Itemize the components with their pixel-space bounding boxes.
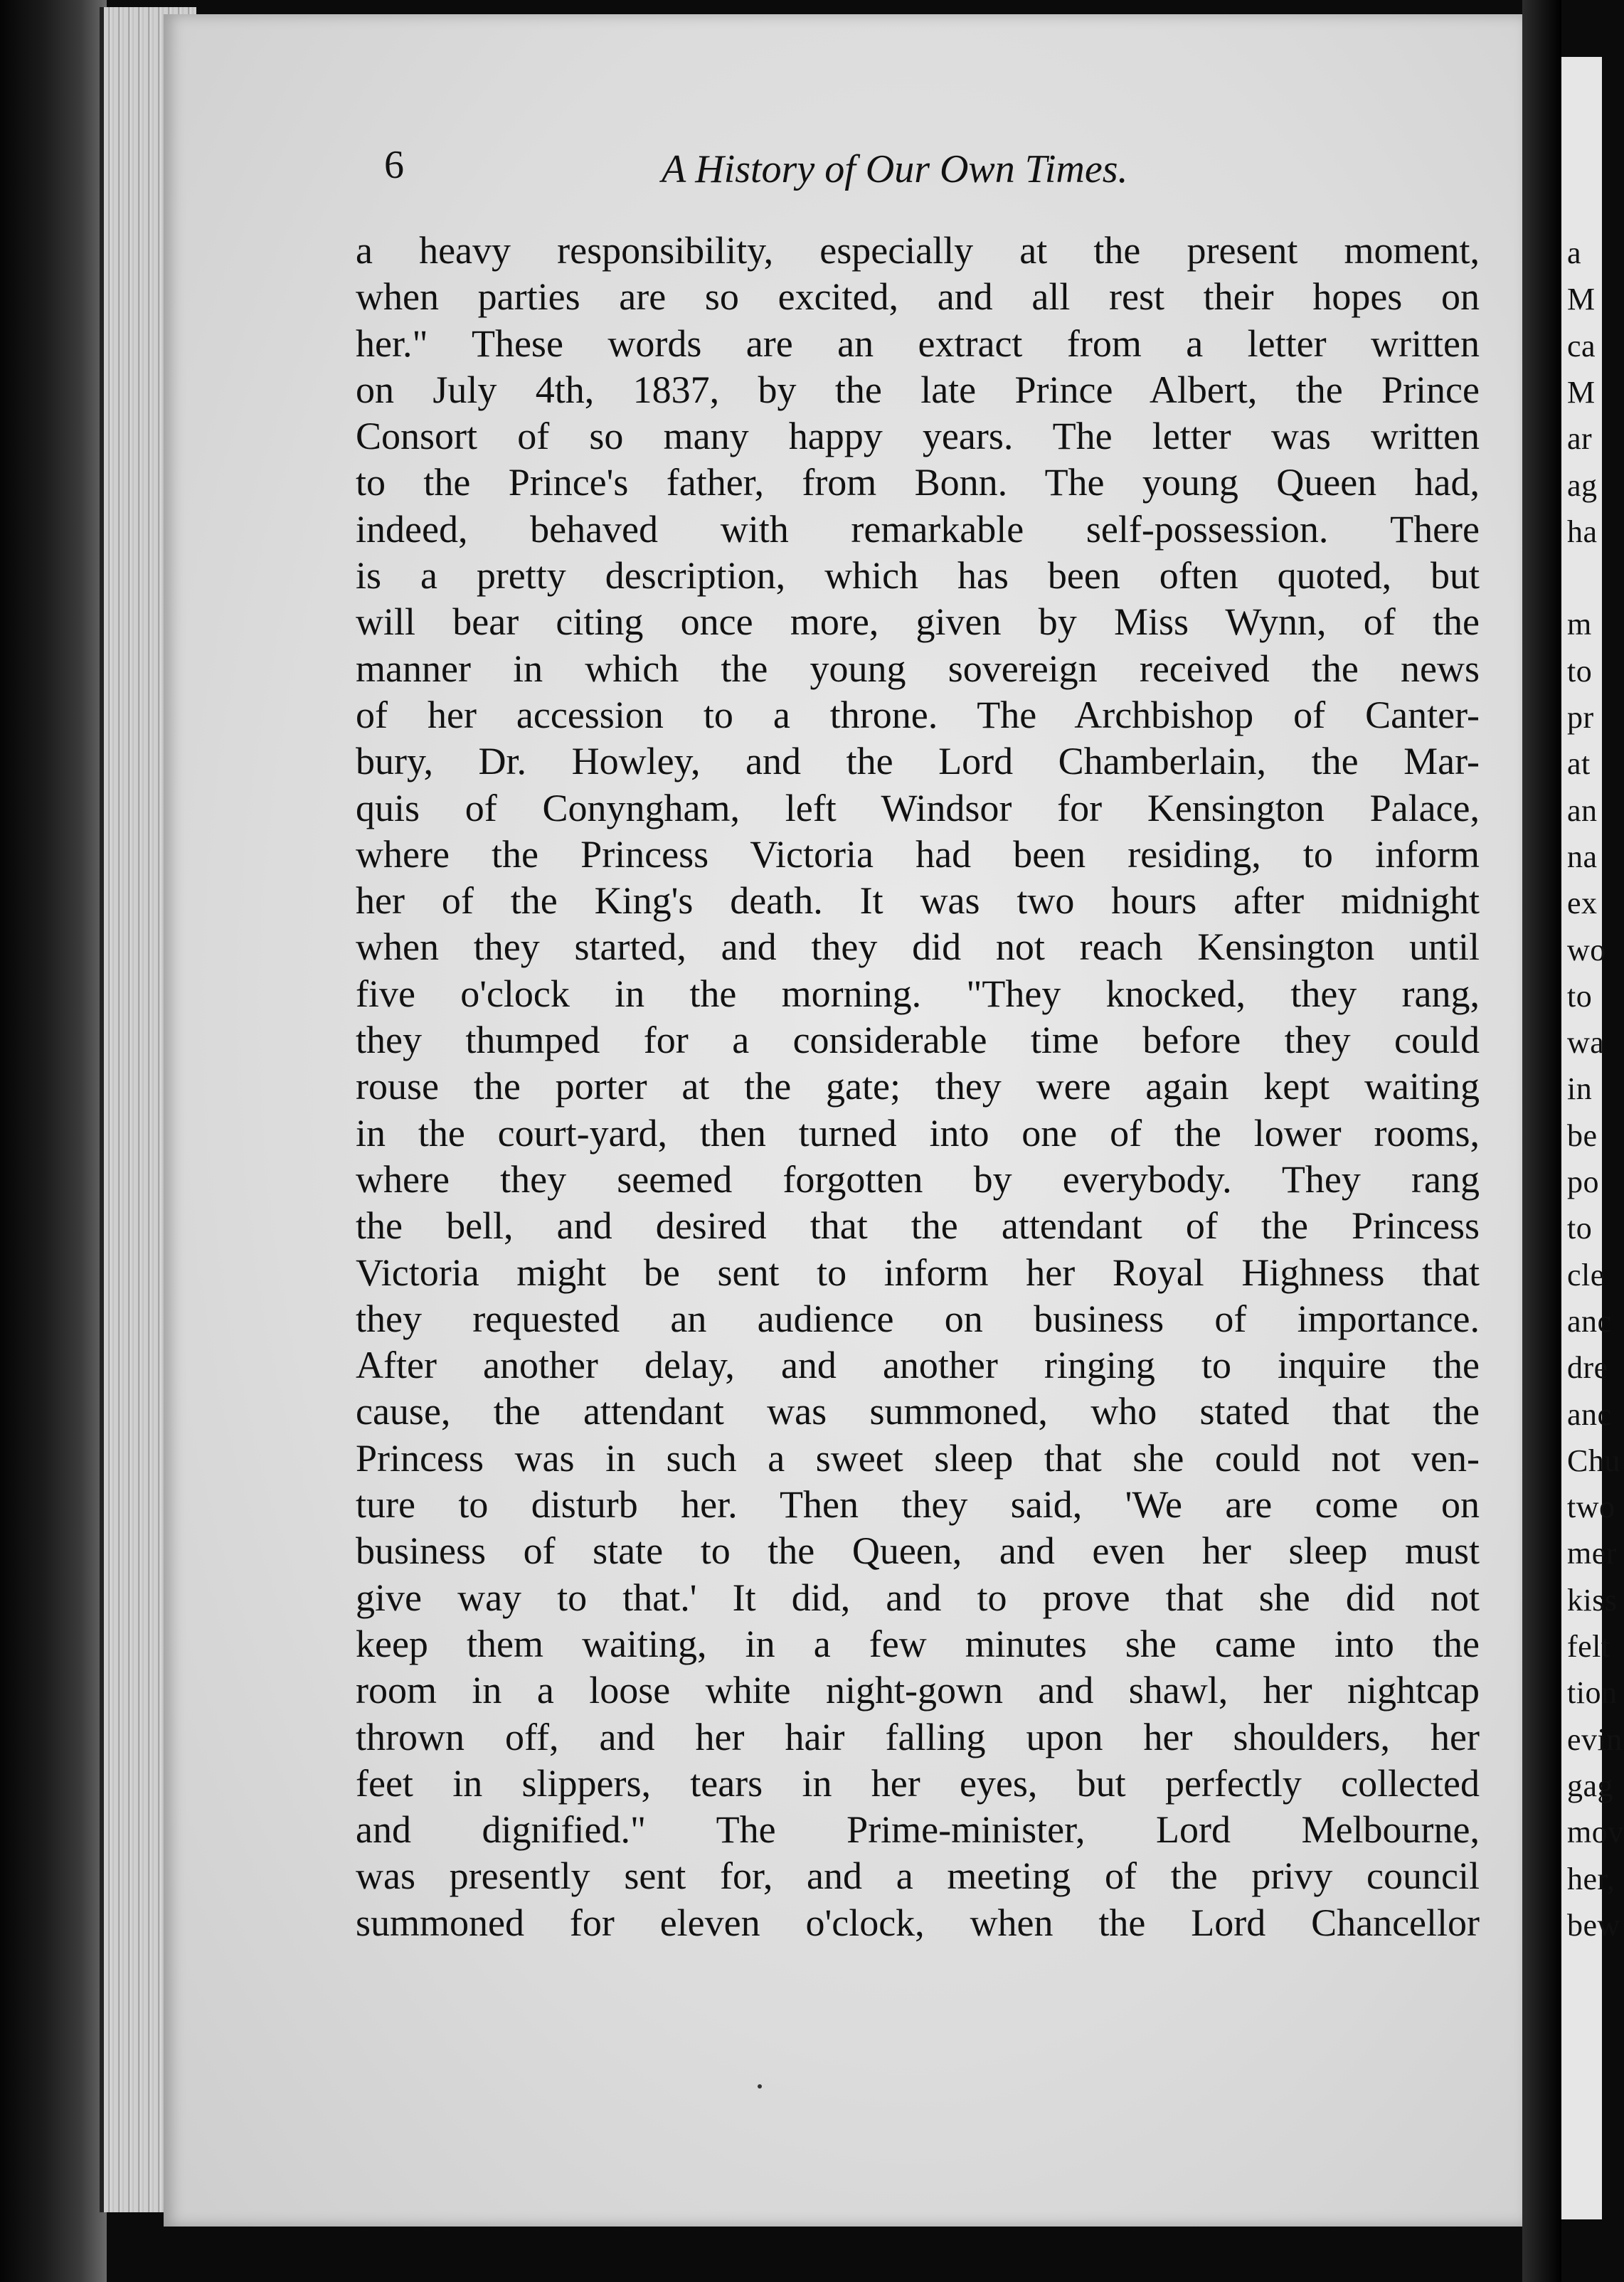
text-line: rouse the porter at the gate; they were again kept waiting [356,1065,1480,1108]
next-page-fragment: kiss [1567,1582,1618,1618]
next-page-fragment: ha [1567,514,1598,549]
text-line: bury, Dr. Howley, and the Lord Chamberlain, the Mar- [356,740,1480,783]
next-page-fragment: M [1567,374,1596,410]
next-page-fragment: her, [1567,1861,1615,1896]
next-page-fragment: wo [1567,932,1606,967]
next-page-fragment: pr [1567,700,1594,735]
text-line: when they started, and they did not reach Kensington until [356,925,1480,969]
next-page-fragment: an [1567,792,1598,828]
next-page-fragment: evin [1567,1721,1623,1757]
next-page-fragment: gag [1567,1768,1614,1803]
next-page-edge [1561,57,1624,2219]
next-page-fragment: be [1567,1118,1598,1153]
text-line: will bear citing once more, given by Miss Wynn, of the [356,600,1480,644]
text-line: give way to that.' It did, and to prove that she did not [356,1576,1480,1619]
next-page-fragment: at [1567,746,1591,782]
text-line: they requested an audience on business of importance. [356,1297,1480,1340]
text-line: where the Princess Victoria had been residing, to inform [356,832,1480,876]
text-line: a heavy responsibility, especially at the present moment, [356,229,1480,272]
text-line: ture to disturb her. Then they said, 'We are come on [356,1483,1480,1527]
text-line: feet in slippers, tears in her eyes, but perfectly collected [356,1761,1480,1805]
next-page-fragment: M [1567,282,1596,317]
next-page-fragment: a [1567,235,1582,270]
text-line: Consort of so many happy years. The letter was written [356,415,1480,458]
next-page-fragment: mov [1567,1815,1624,1850]
next-page-fragment: in [1567,1071,1593,1107]
text-line: summoned for eleven o'clock, when the Lord Chancellor [356,1901,1480,1944]
next-page-fragment: cle [1567,1257,1605,1293]
text-line: quis of Conyngham, left Windsor for Kensington Palace, [356,786,1480,829]
text-line: manner in which the young sovereign received the news [356,647,1480,690]
text-line: keep them waiting, in a few minutes she came into the [356,1622,1480,1665]
page-header [384,142,1451,199]
print-speck [758,2084,762,2089]
next-page-fragment: Chu [1567,1443,1620,1478]
next-page-fragment: tion [1567,1675,1618,1711]
text-line: thrown off, and her hair falling upon her shoulders, her [356,1715,1480,1758]
running-title: A History of Our Own Times. [662,147,1128,191]
text-line: of her accession to a throne. The Archbishop of Canter- [356,693,1480,736]
text-line: business of state to the Queen, and even her sleep must [356,1529,1480,1573]
next-page-fragment: bew [1567,1907,1620,1943]
text-line: room in a loose white night-gown and shawl, her nightcap [356,1669,1480,1712]
next-page-fragment: anc [1567,1303,1612,1339]
text-line: is a pretty description, which has been often quoted, but [356,554,1480,598]
text-line: five o'clock in the morning. "They knocked, they rang, [356,972,1480,1015]
text-line: her of the King's death. It was two hours after midnight [356,879,1480,923]
next-page-fragment: felt [1567,1629,1610,1664]
text-line: in the court-yard, then turned into one of the lower rooms, [356,1111,1480,1155]
text-line: Victoria might be sent to inform her Royal Highness that [356,1251,1480,1294]
next-page-fragment: wa [1567,1025,1605,1061]
text-line: After another delay, and another ringing to inquire the [356,1344,1480,1387]
book-left-edge [0,0,107,2282]
next-page-fragment: ca [1567,328,1596,363]
text-line: they thumped for a considerable time before they could [356,1019,1480,1062]
text-line: was presently sent for, and a meeting of the privy council [356,1854,1480,1898]
text-line: when parties are so excited, and all rest their hopes on [356,275,1480,319]
next-page-fragment: na [1567,839,1598,874]
text-line: her." These words are an extract from a letter written [356,322,1480,365]
text-line: on July 4th, 1837, by the late Prince Albert, the Prince [356,368,1480,411]
text-line: indeed, behaved with remarkable self-possession. There [356,507,1480,551]
text-line: and dignified." The Prime-minister, Lord Melbourne, [356,1808,1480,1852]
next-page-fragment: to [1567,653,1593,689]
next-page-fragment: mer [1567,1536,1617,1571]
book-gutter [1522,0,1561,2282]
text-line: the bell, and desired that the attendant of the Princess [356,1204,1480,1248]
next-page-fragment: ag [1567,467,1598,503]
next-page-fragment: dre [1567,1350,1608,1386]
text-line: Princess was in such a sweet sleep that she could not ven- [356,1436,1480,1480]
text-line: cause, the attendant was summoned, who stated that the [356,1390,1480,1433]
text-line: where they seemed forgotten by everybody. They rang [356,1157,1480,1201]
next-page-fragment: to [1567,1211,1593,1246]
text-line: to the Prince's father, from Bonn. The young Queen had, [356,461,1480,504]
next-page-fragment: to [1567,978,1593,1014]
next-page-fragment: ex [1567,886,1598,921]
next-page-fragment: two [1567,1490,1615,1525]
next-page-fragment: m [1567,607,1592,642]
next-page-fragment: po [1567,1164,1599,1199]
next-page-fragment: anc [1567,1396,1612,1432]
body-text [356,228,1480,1946]
next-page-fragment: ar [1567,421,1593,457]
page-number: 6 [384,143,404,187]
